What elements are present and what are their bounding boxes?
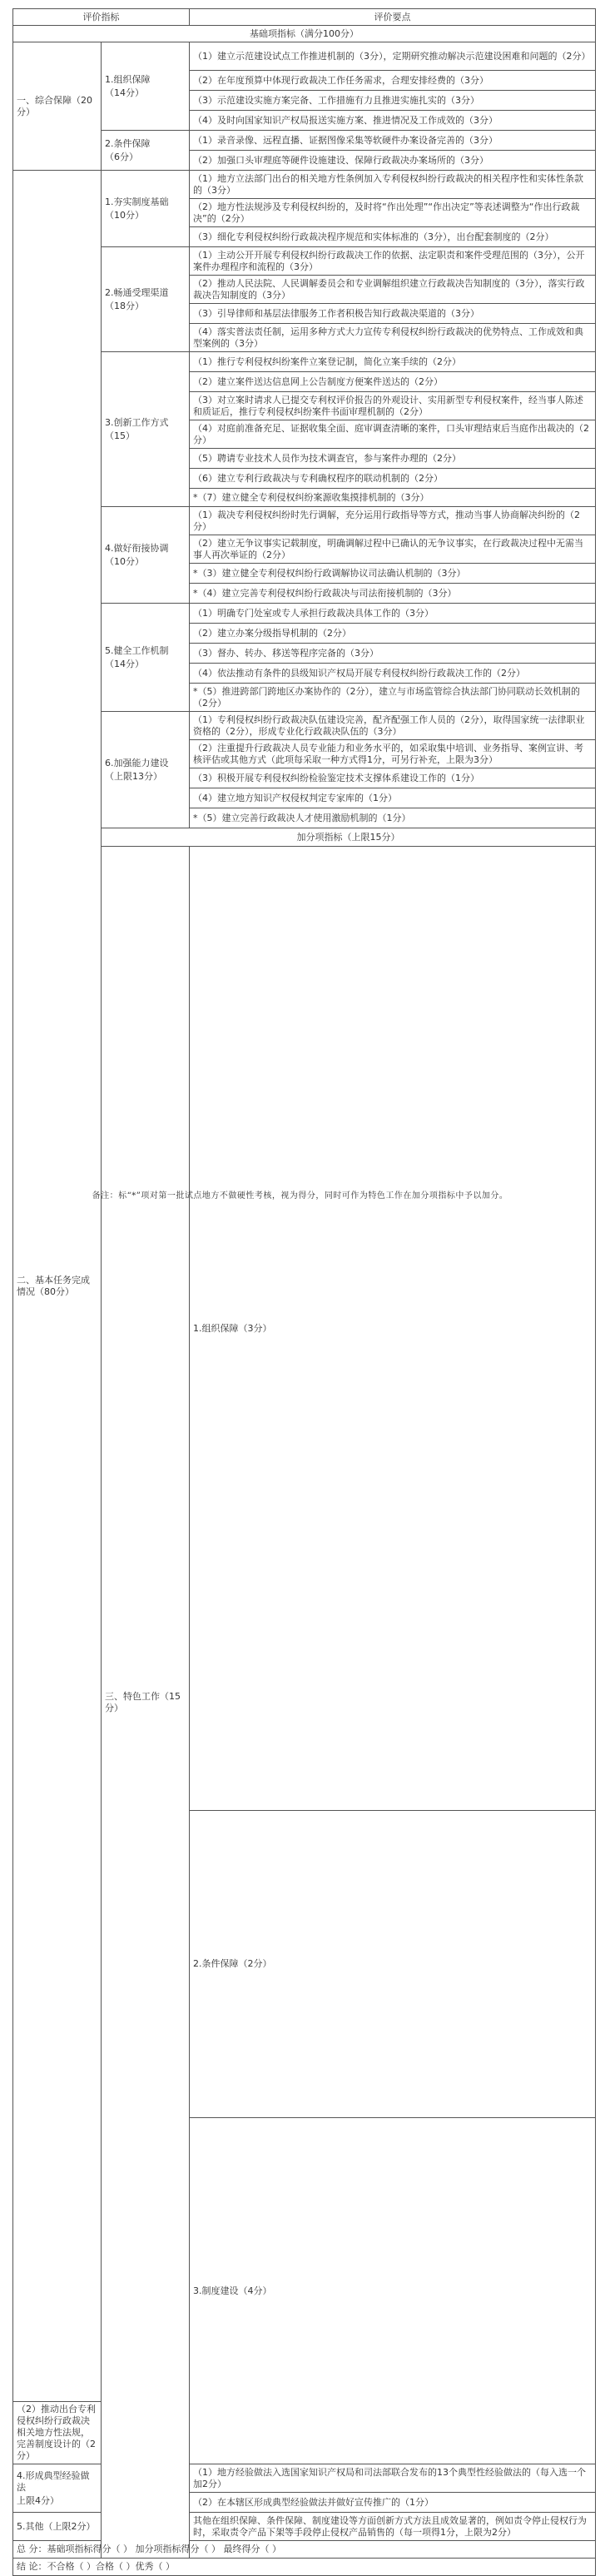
sub-indicator-score: （6分） xyxy=(105,151,138,162)
item-row: *（5）推进跨部门跨地区办案协作的（2分），建立与市场监管综合执法部门协同联动长效机制的（2分） xyxy=(190,684,596,712)
sub-indicator-4 xyxy=(102,247,190,352)
sub-indicator-2 xyxy=(102,131,190,171)
item-row: （1）录音录像、远程直播、证据图像采集等软硬件办案设备完善的（3分） xyxy=(190,131,596,151)
item-row: *（3）建立健全专利侵权纠纷行政调解协议司法确认机制的（3分） xyxy=(190,564,596,584)
item-row: （2）推动人民法院、人民调解委员会和专业调解组织建立行政裁决告知制度的（3分），落实行政裁决告知制度的（3分） xyxy=(190,276,596,304)
item-row: （3）积极开展专利侵权纠纷检验鉴定技术支撑体系建设工作的（1分） xyxy=(190,768,596,788)
sub-indicator-3 xyxy=(102,171,190,247)
sub-indicator-name: 5.健全工作机制 xyxy=(105,644,169,656)
item-row: （2）推动出台专利侵权纠纷行政裁决相关地方性法规，完善制度设计的（2分） xyxy=(13,2402,102,2464)
conclusion-line: 结 论：不合格（ ）合格（ ）优秀（ ） xyxy=(13,2559,596,2576)
category-2: 二、基本任务完成情况（80分） xyxy=(13,171,102,2402)
sub-indicator-name: 6.加强能力建设 xyxy=(105,757,169,768)
sub-indicator-score: （10分） xyxy=(105,209,144,221)
item-row: （1）裁决专利侵权纠纷时先行调解，充分运用行政指导等方式，推动当事人协商解决纠纷的（2分） xyxy=(190,507,596,535)
sub-indicator-score: （14分） xyxy=(105,87,144,98)
item-row: （6）建立专利行政裁决与专利确权程序的联动机制的（2分） xyxy=(190,469,596,489)
item-row: （3）示范建设实施方案完备、工作措施有力且推进实施扎实的（3分） xyxy=(190,91,596,111)
item-row: （2）建立办案分级指导机制的（2分） xyxy=(190,624,596,644)
item-row: （1）地方立法部门出台的相关地方性条例加入专利侵权纠纷行政裁决的相关程序性和实体性条款的（3分） xyxy=(190,171,596,199)
item-row: （2）注重提升行政裁决人员专业能力和业务水平的，如采取集中培训、业务指导、案例宣讲、考核评估或其他方式（此项每采取一种方式得1分，可另行补充，上限为3分） xyxy=(190,740,596,768)
sub-indicator-name: 4.形成典型经验做法 xyxy=(17,2469,90,2493)
item-row: （2）加强口头审理庭等硬件设施建设、保障行政裁决办案场所的（3分） xyxy=(190,151,596,171)
header-indicator: 评价指标 xyxy=(13,9,190,26)
sub-indicator-1 xyxy=(102,42,190,131)
sub-indicator-name: 2.条件保障 xyxy=(105,137,151,149)
footnote: 备注：标“*”项对第一批试点地方不做硬性考核，视为得分，同时可作为特色工作在加分项指标中予以加分。 xyxy=(92,1191,508,1201)
item-row: （2）建立无争议事实记载制度，明确调解过程中已确认的无争议事实，在行政裁决过程中无需当事人再次举证的（2分） xyxy=(190,535,596,564)
item-row: （1）明确专门处室或专人承担行政裁决具体工作的（3分） xyxy=(190,604,596,624)
item-row: *（4）建立完善专利侵权纠纷行政裁决与司法衔接机制的（3分） xyxy=(190,584,596,604)
item-row: （3）引导律师和基层法律服务工作者积极告知行政裁决渠道的（3分） xyxy=(190,304,596,324)
item-row: （1）主动公开开展专利侵权纠纷行政裁决工作的依据、法定职责和案件受理范围的（3分），公开案件办理程序和流程的（3分） xyxy=(190,247,596,276)
item-row: （4）依法推动有条件的县级知识产权局开展专利侵权纠纷行政裁决工作的（2分） xyxy=(190,664,596,684)
total-score-line: 总 分：基础项指标得分（ ） 加分项指标得分（ ） 最终得分（ ） xyxy=(13,2541,596,2559)
sub-indicator-11: 3.制度建设（4分） xyxy=(190,2118,596,2464)
item-row: （2）地方性法规涉及专利侵权纠纷的，及时将“作出处理”“作出决定”等表述调整为“作出行政裁决”的（2分） xyxy=(190,199,596,227)
sub-indicator-name: 1.夯实制度基础 xyxy=(105,196,169,207)
item-row: （3）督办、转办、移送等程序完备的（3分） xyxy=(190,644,596,664)
sub-indicator-10: 2.条件保障（2分） xyxy=(190,1811,596,2118)
sub-indicator-12 xyxy=(13,2464,102,2513)
item-row: *（7）建立健全专利侵权纠纷案源收集摸排机制的（3分） xyxy=(190,489,596,507)
sub-indicator-name: 3.创新工作方式 xyxy=(105,416,169,428)
item-row: （4）及时向国家知识产权局报送实施方案、推进情况及工作成效的（3分） xyxy=(190,111,596,131)
sub-indicator-8 xyxy=(102,712,190,828)
header-points: 评价要点 xyxy=(190,9,596,26)
item-row: （2）建立案件送达信息网上公告制度方便案件送达的（2分） xyxy=(190,372,596,392)
item-row: （1）建立示范建设试点工作推进机制的（3分），定期研究推动解决示范建设困难和问题的（2分） xyxy=(190,42,596,71)
evaluation-table xyxy=(12,8,596,2576)
item-row: （1）专利侵权纠纷行政裁决队伍建设完善，配齐配强工作人员的（2分），取得国家统一法律职业资格的（2分），形成专业化行政裁决队伍的（3分） xyxy=(190,712,596,740)
category-3: 三、特色工作（15分） xyxy=(102,847,190,2559)
item-row: （2）在本辖区形成典型经验做法并做好宣传推广的（1分） xyxy=(190,2493,596,2513)
item-row: （4）建立地方知识产权侵权判定专家库的（1分） xyxy=(190,788,596,808)
item-row: （1）地方经验做法入选国家知识产权局和司法部联合发布的13个典型性经验做法的（每入选一个加2分） xyxy=(190,2464,596,2493)
sub-indicator-6 xyxy=(102,507,190,604)
sub-indicator-7 xyxy=(102,604,190,712)
item-row: （1）推行专利侵权纠纷案件立案登记制，简化立案手续的（2分） xyxy=(190,352,596,372)
category-1: 一、综合保障（20分） xyxy=(13,42,102,171)
sub-indicator-score: （上限13分） xyxy=(105,770,162,782)
sub-indicator-score: 上限4分） xyxy=(17,2494,59,2506)
item-row: *（5）建立完善行政裁决人才使用激励机制的（1分） xyxy=(190,808,596,828)
sub-indicator-score: （10分） xyxy=(105,555,144,567)
item-row: （3）细化专利侵权纠纷行政裁决程序规范和实体标准的（3分），出台配套制度的（2分） xyxy=(190,227,596,247)
sub-indicator-name: 4.做好衔接协调 xyxy=(105,542,169,554)
sub-indicator-name: 1.组织保障 xyxy=(105,73,151,85)
sub-indicator-name: 2.畅通受理渠道 xyxy=(105,286,169,298)
sub-indicator-score: （15） xyxy=(105,430,135,441)
sub-indicator-13: 5.其他（上限2分） xyxy=(13,2513,102,2541)
item-row: 其他在组织保障、条件保障、制度建设等方面创新方式方法且成效显著的，例如责令停止侵权行为时，采取责令产品下架等手段停止侵权产品销售的（每一项得1分，上限为2分） xyxy=(190,2513,596,2541)
item-row: （2）在年度预算中体现行政裁决工作任务需求，合理安排经费的（3分） xyxy=(190,71,596,91)
sub-indicator-score: （14分） xyxy=(105,658,144,669)
item-row: （5）聘请专业技术人员作为技术调查官，参与案件办理的（2分） xyxy=(190,449,596,469)
item-row: （4）落实普法责任制，运用多种方式大力宣传专利侵权纠纷行政裁决的优势特点、工作成效和典型案例的（3分） xyxy=(190,324,596,352)
basic-section-title: 基础项指标（满分100分） xyxy=(13,26,596,42)
sub-indicator-9: 1.组织保障（3分） xyxy=(190,847,596,1811)
bonus-section-title: 加分项指标（上限15分） xyxy=(102,828,596,847)
item-row: （3）对立案时请求人已提交专利权评价报告的外观设计、实用新型专利侵权案件，经当事人陈述和质证后，推行专利侵权纠纷案件书面审理机制的（2分） xyxy=(190,392,596,420)
item-row: （4）对庭前准备充足、证据收集全面、庭审调查清晰的案件，口头审理结束后当庭作出裁决的（2分） xyxy=(190,420,596,449)
sub-indicator-score: （18分） xyxy=(105,300,144,311)
sub-indicator-5 xyxy=(102,352,190,507)
